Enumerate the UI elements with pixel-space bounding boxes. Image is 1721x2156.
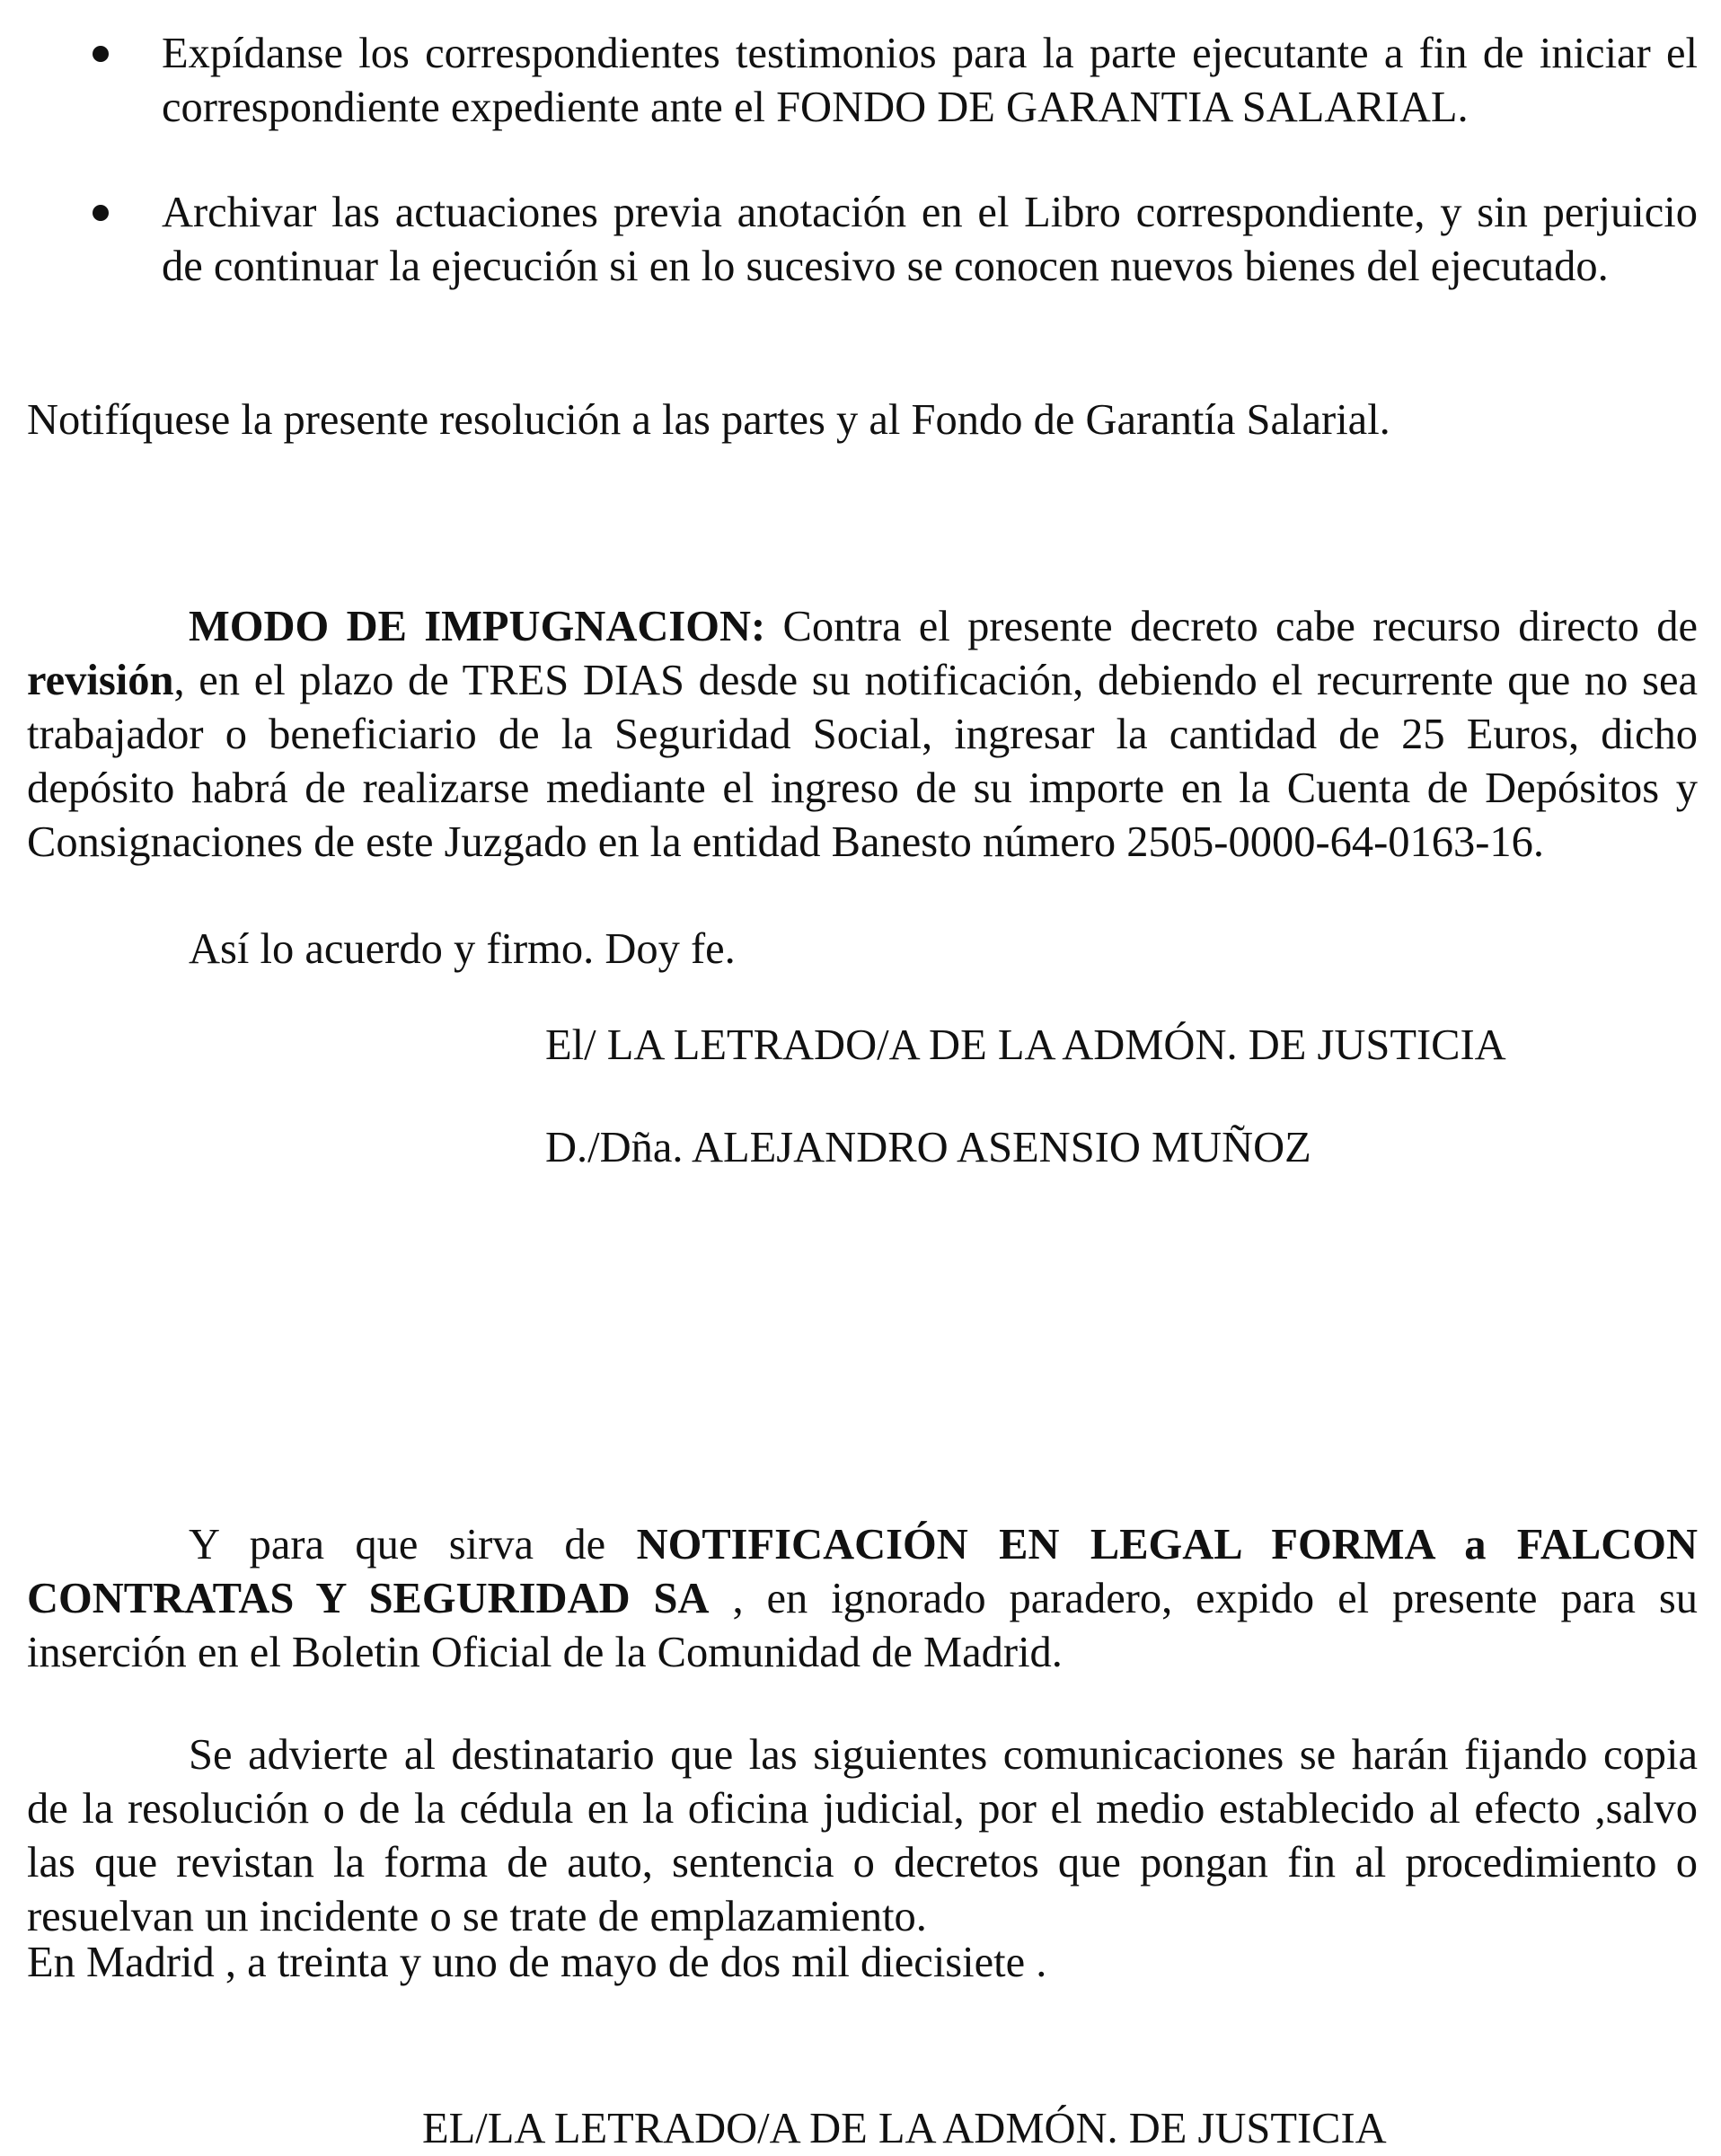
advierte-line: las que revistan la forma de auto, sentencia o decretos que pongan fin al procedimiento o <box>27 1839 1698 1886</box>
signature-title <box>545 1019 1695 1073</box>
notify-paragraph <box>27 393 1698 447</box>
signature-title <box>422 2102 1680 2156</box>
company-bold: CONTRATAS Y SEGURIDAD SA <box>27 1575 710 1622</box>
impugnacion-text: , en el plazo de TRES DIAS desde su notificación, debiendo el recurrente que no sea <box>173 657 1698 704</box>
bullet-line: Expídanse los correspondientes testimonios para la parte ejecutante a fin de iniciar el <box>162 30 1698 77</box>
bullet-dot-icon <box>93 46 109 62</box>
advierte-text: Se advierte al destinatario que las siguientes comunicaciones se harán fijando copia <box>189 1731 1698 1779</box>
advierte-line <box>27 1728 1698 1782</box>
bullet-line: Archivar las actuaciones previa anotación en el Libro correspondiente, y sin perjuicio <box>162 189 1698 236</box>
notificacion-line <box>27 1572 1698 1626</box>
impugnacion-line: trabajador o beneficiario de la Seguridad Social, ingresar la cantidad de 25 Euros, dicho <box>27 711 1698 758</box>
notificacion-paragraph <box>27 1518 1698 1680</box>
bullet-dot-icon <box>93 205 109 221</box>
advierte-paragraph <box>27 1728 1698 1944</box>
impugnacion-paragraph <box>27 600 1698 870</box>
bullet-line: correspondiente expediente ante el FONDO DE GARANTIA SALARIAL. <box>162 84 1469 131</box>
revision-bold: revisión <box>27 657 174 704</box>
bullet-line: de continuar la ejecución si en lo sucesivo se conocen nuevos bienes del ejecutado. <box>162 243 1609 290</box>
impugnacion-line <box>27 654 1698 708</box>
notificacion-bold: NOTIFICACIÓN EN LEGAL FORMA a FALCON <box>636 1521 1698 1568</box>
acuerdo-paragraph <box>189 923 1626 976</box>
impugnacion-text: Contra el presente decreto cabe recurso directo de <box>782 603 1699 650</box>
acuerdo-line: Así lo acuerdo y firmo. Doy fe. <box>189 925 736 973</box>
bullet-text <box>162 186 1698 294</box>
impugnacion-heading: MODO DE IMPUGNACION: <box>189 603 766 650</box>
notificacion-line: inserción en el Boletin Oficial de la Comunidad de Madrid. <box>27 1629 1063 1676</box>
signature-name-text: D./Dña. ALEJANDRO ASENSIO MUÑOZ <box>545 1124 1311 1171</box>
notify-line: Notifíquese la presente resolución a las partes y al Fondo de Garantía Salarial. <box>27 396 1390 444</box>
advierte-line: resuelvan un incidente o se trate de emplazamiento. <box>27 1893 927 1940</box>
date-line: En Madrid , a treinta y uno de mayo de dos mil diecisiete . <box>27 1939 1047 1986</box>
signature-name <box>545 1121 1695 1175</box>
impugnacion-line: Consignaciones de este Juzgado en la entidad Banesto número 2505-0000-64-0163-16. <box>27 818 1545 866</box>
signature-title-text: EL/LA LETRADO/A DE LA ADMÓN. DE JUSTICIA <box>422 2105 1387 2152</box>
date-paragraph <box>27 1936 1698 1990</box>
notificacion-text: Y para que sirva de <box>189 1521 637 1568</box>
signature-title-text: El/ LA LETRADO/A DE LA ADMÓN. DE JUSTICIA <box>545 1021 1506 1069</box>
notificacion-line <box>27 1518 1698 1572</box>
bullet-text <box>162 27 1698 135</box>
advierte-line: de la resolución o de la cédula en la oficina judicial, por el medio establecido al efecto ,salvo <box>27 1785 1698 1833</box>
impugnacion-line: depósito habrá de realizarse mediante el ingreso de su importe en la Cuenta de Depósitos y <box>27 764 1698 812</box>
notificacion-text: , en ignorado paradero, expido el presente para su <box>709 1575 1698 1622</box>
impugnacion-line <box>27 600 1698 654</box>
